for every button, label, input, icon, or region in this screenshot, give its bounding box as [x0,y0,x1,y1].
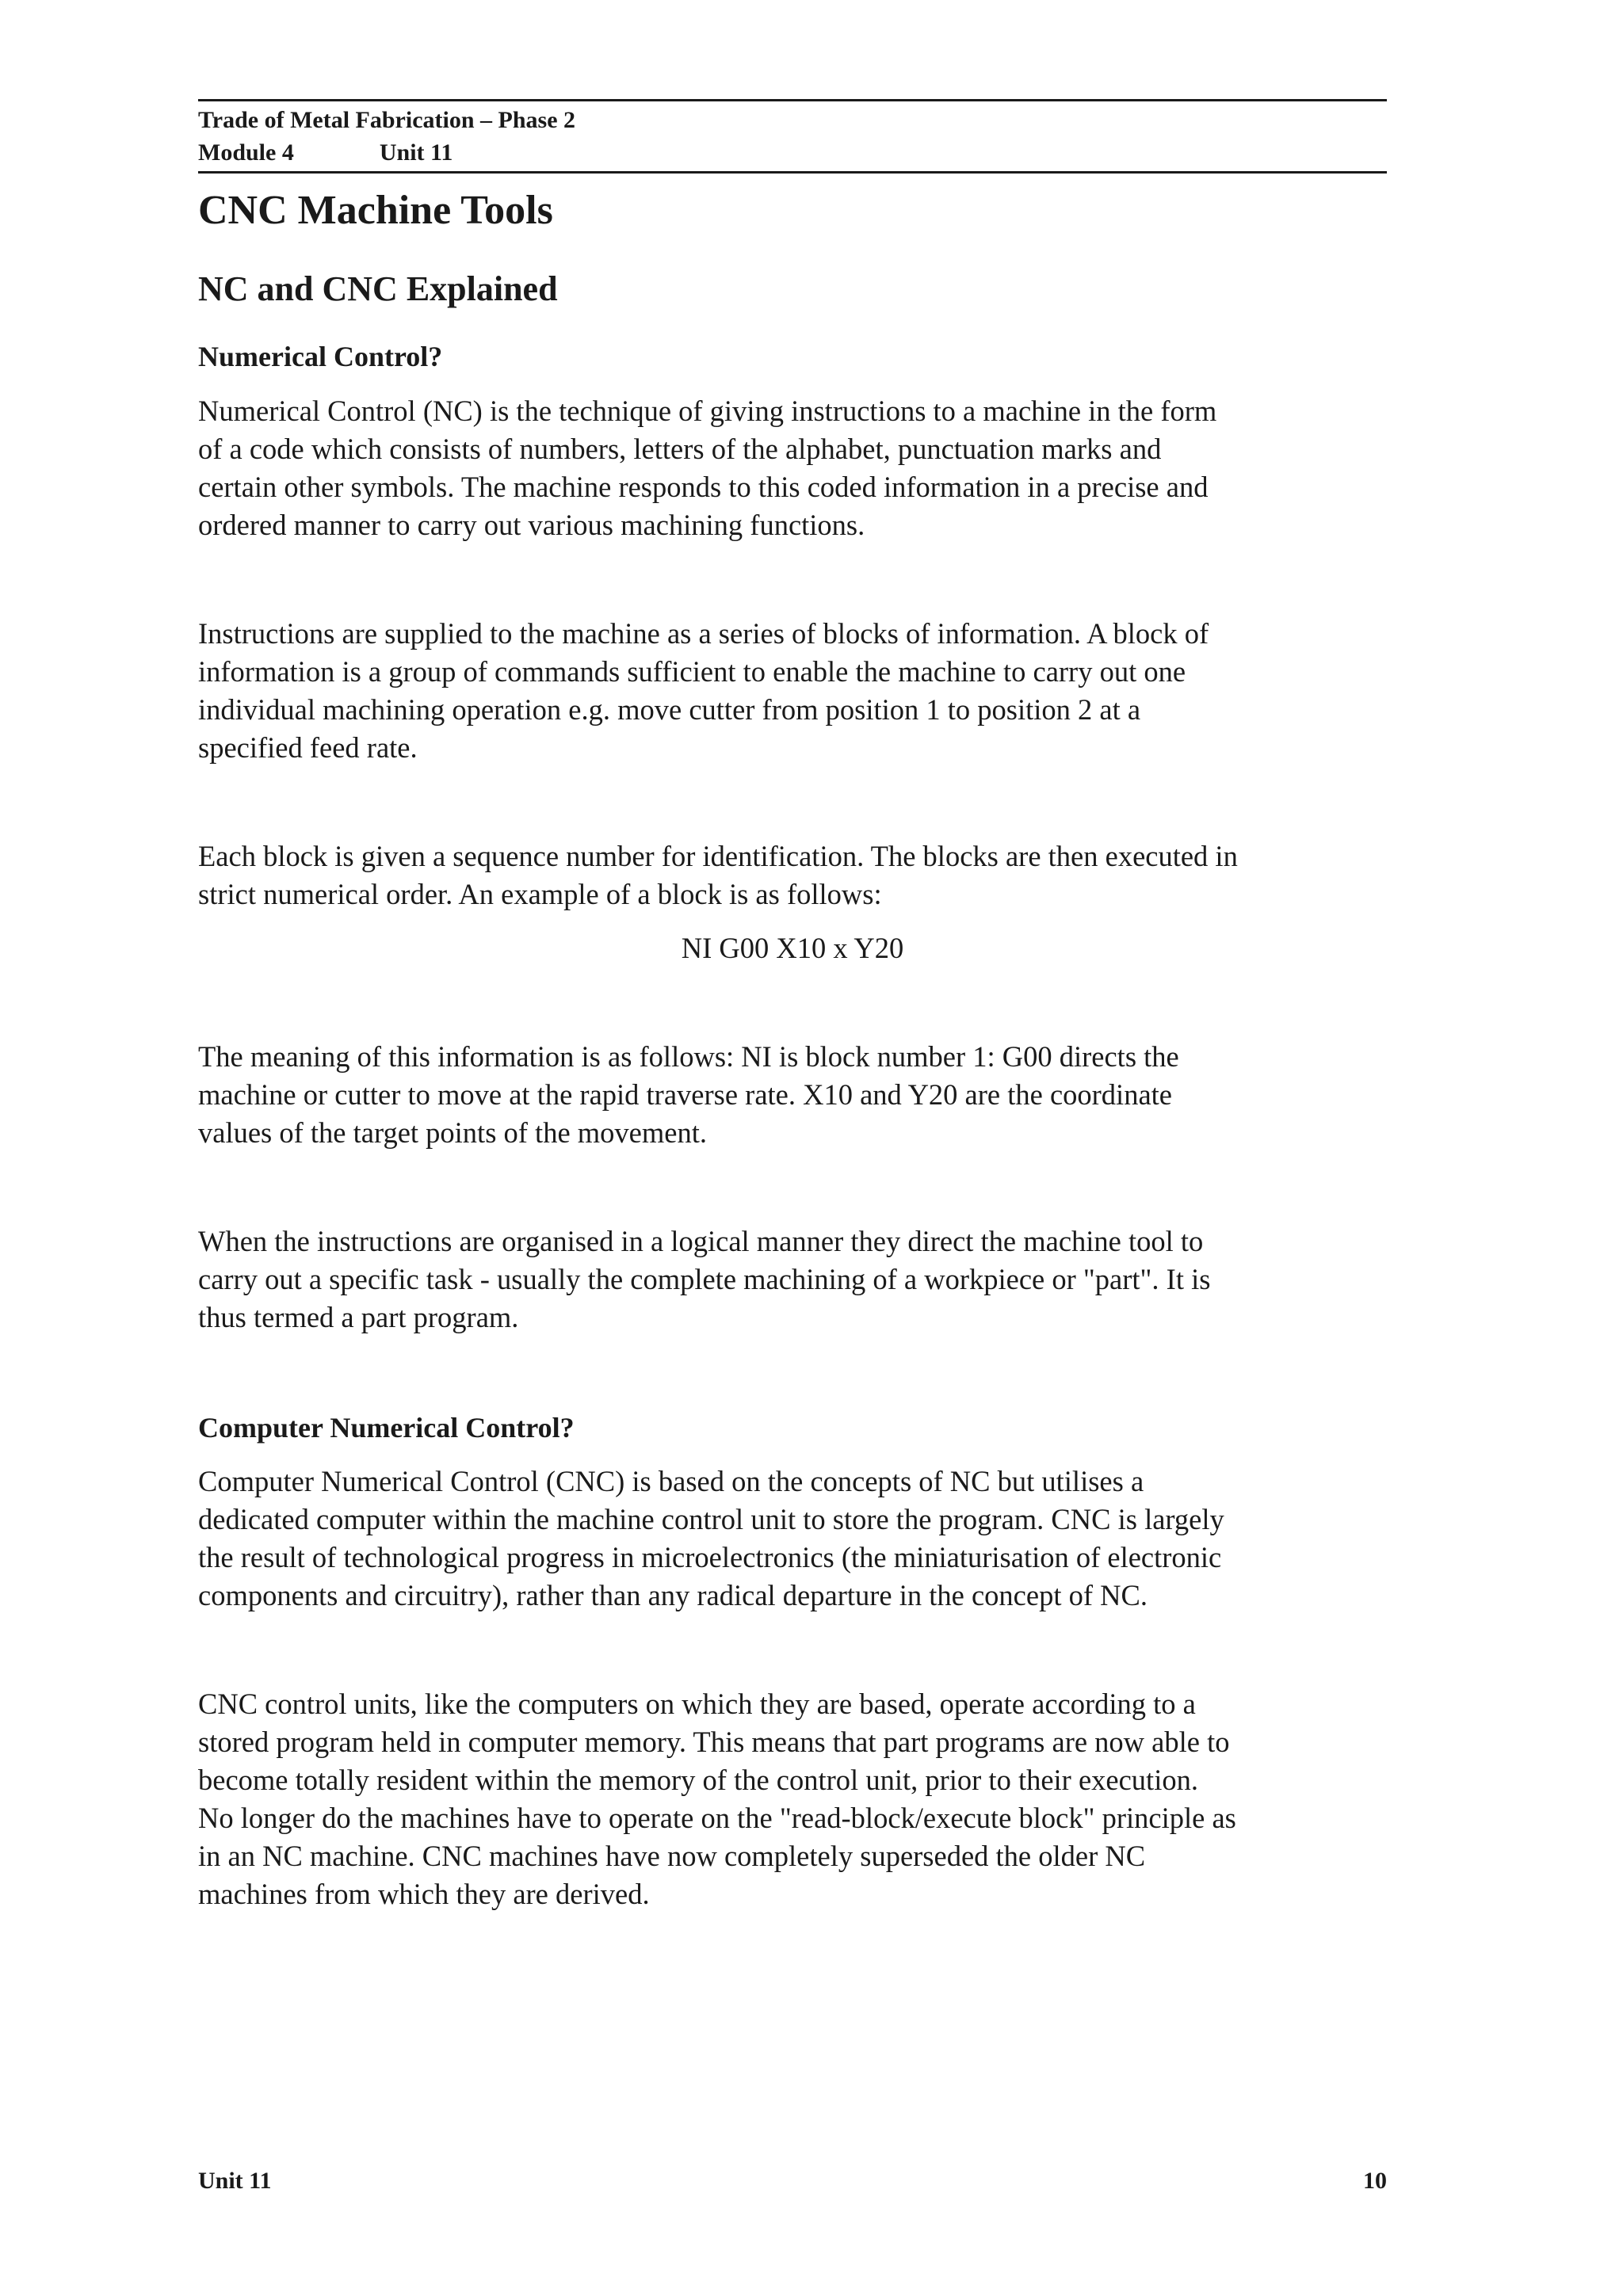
text-line: Each block is given a sequence number for identification. The blocks are then executed in [198,840,1238,872]
subsection-heading-computer-numerical-control: Computer Numerical Control? [198,1412,575,1444]
paragraph-cnc-control-units [198,1685,1387,1913]
header-bottom-rule [198,171,1387,174]
text-line: Instructions are supplied to the machine as a series of blocks of information. A block of [198,617,1209,650]
text-line: When the instructions are organised in a logical manner they direct the machine tool to [198,1225,1204,1257]
text-line: Computer Numerical Control (CNC) is based on the concepts of NC but utilises a [198,1465,1144,1497]
text-line: ordered manner to carry out various machining functions. [198,509,865,541]
text-line: The meaning of this information is as follows: NI is block number 1: G00 directs the [198,1040,1179,1073]
header-unit: Unit 11 [379,139,453,166]
text-line: No longer do the machines have to operate on the "read-block/execute block" principle as [198,1802,1236,1834]
text-line: of a code which consists of numbers, letters of the alphabet, punctuation marks and [198,433,1162,465]
header-top-rule [198,99,1387,101]
text-line: dedicated computer within the machine control unit to store the program. CNC is largely [198,1503,1224,1535]
paragraph-nc-definition [198,392,1387,544]
text-line: CNC control units, like the computers on which they are based, operate according to a [198,1688,1196,1720]
text-line: certain other symbols. The machine responds to this coded information in a precise and [198,471,1209,503]
text-line: information is a group of commands sufficient to enable the machine to carry out one [198,655,1186,688]
section-title: NC and CNC Explained [198,269,558,308]
text-line: individual machining operation e.g. move cutter from position 1 to position 2 at a [198,693,1141,726]
page-title: CNC Machine Tools [198,188,553,233]
paragraph-blocks [198,615,1387,767]
footer-unit-label: Unit 11 [198,2168,272,2194]
text-line: values of the target points of the movement. [198,1116,707,1149]
header-module: Module 4 [198,139,294,166]
paragraph-part-program [198,1222,1387,1337]
text-line: machine or cutter to move at the rapid traverse rate. X10 and Y20 are the coordinate [198,1078,1172,1111]
text-line: in an NC machine. CNC machines have now completely superseded the older NC [198,1840,1146,1872]
text-line: thus termed a part program. [198,1301,519,1333]
document-page [198,0,1387,2296]
paragraph-block-meaning [198,1038,1387,1152]
text-line: carry out a specific task - usually the complete machining of a workpiece or "part". It is [198,1263,1211,1295]
text-line: strict numerical order. An example of a block is as follows: [198,878,882,910]
text-line: specified feed rate. [198,731,418,764]
text-line: Numerical Control (NC) is the technique of giving instructions to a machine in the form [198,395,1217,427]
text-line: machines from which they are derived. [198,1878,650,1910]
block-example: NI G00 X10 x Y20 [681,932,904,964]
text-line: components and circuitry), rather than any radical departure in the concept of NC. [198,1579,1148,1611]
text-line: the result of technological progress in microelectronics (the miniaturisation of electronic [198,1541,1222,1573]
page-number: 10 [1363,2168,1387,2194]
header-course-title: Trade of Metal Fabrication – Phase 2 [198,107,576,133]
text-line: become totally resident within the memory of the control unit, prior to their execution. [198,1764,1198,1796]
subsection-heading-numerical-control: Numerical Control? [198,341,443,372]
text-line: stored program held in computer memory. This means that part programs are now able to [198,1726,1230,1758]
paragraph-sequence-number [198,837,1387,913]
header-module-unit [198,139,453,167]
paragraph-cnc-definition [198,1463,1387,1615]
